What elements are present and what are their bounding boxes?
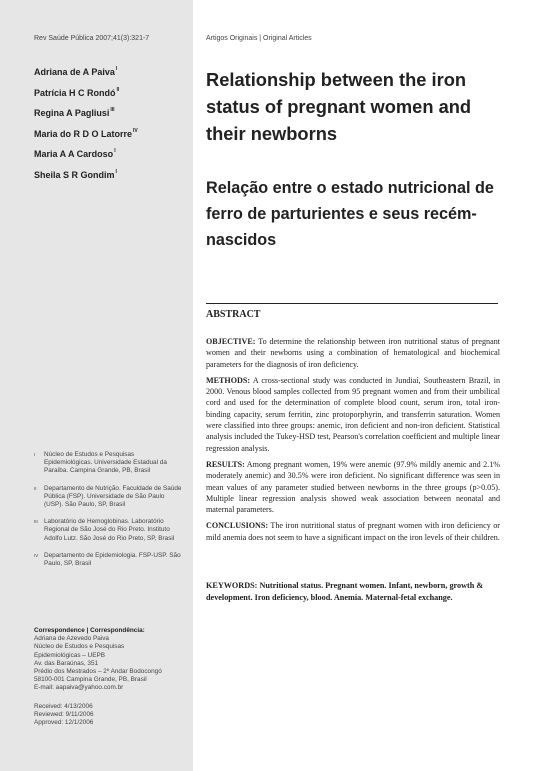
correspondence-block (34, 627, 184, 693)
author-name: Regina A Pagliusi$^{III}$ (34, 107, 115, 118)
keywords: KEYWORDS: Nutritional status. Pregnant women. Infant, newborn, growth & development. Iron deficiency, blood. Anemia. Maternal-fetal exchange. (206, 581, 484, 602)
correspondence-line: Adriana de Azevedo Paiva (34, 635, 109, 643)
affiliation: II Departamento de Nutrição. Faculdade de Saúde Pública (FSP). Universidade de São Paulo (USP). São Paulo, SP, Brasil (34, 484, 182, 509)
article-title-portuguese: Relação entre o estado nutricional de ferro de parturientes e seus recém-nascidos (206, 179, 494, 249)
affiliation: III Laboratório de Hemoglobinas. Laboratório Regional de São José do Rio Preto. Instituto Adolfo Lutz. São José do Rio Preto, SP, Brasil (34, 518, 175, 542)
author-name: Sheila S R Gondim$^I$ (34, 168, 117, 180)
abstract-divider (206, 303, 498, 304)
correspondence-email[interactable]: E-mail: aapaiva@yahoo.com.br (34, 684, 124, 692)
correspondence-heading: Correspondence | Correspondência: (34, 627, 145, 634)
abstract-methods: METHODS: A cross-sectional study was conducted in Jundiaí, Southeastern Brazil, in 2000. Venous blood samples collected from 95 pregnant women and from their umbilical cord and used for the determination of complete blood count, serum iron, total iron-binding capacity, serum ferritin, zinc protoporphyrin, and transferrin saturation. Women were classified into three groups: anemic, iron deficient and non-iron deficient. Statistical analysis included the Tukey-HSD test, Pearson's correlation coefficient and multiple linear regression analysis. (206, 375, 500, 453)
date-received: Received: 4/13/2006 (34, 703, 93, 710)
author-name: Adriana de A Paiva$^I$ (34, 66, 118, 77)
abstract-conclusions: CONCLUSIONS: The iron nutritional status of pregnant women with iron deficiency or mild anemia does not seem to have a significant impact on the iron levels of their children. (206, 521, 500, 542)
author-name: Patrícia H C Rondó$^{II}$ (34, 86, 120, 98)
abstract-heading: ABSTRACT (206, 309, 261, 320)
affiliation: IV Departamento de Epidemiologia. FSP-USP. São Paulo, SP, Brasil (34, 551, 181, 568)
correspondence-line: Núcleo de Estudos e Pesquisas (34, 643, 125, 651)
dates-block (34, 703, 94, 728)
affiliation: I Núcleo de Estudos e Pesquisas Epidemiológicas. Universidade Estadual da Paraíba. Campina Grande, PB, Brasil (34, 451, 167, 475)
journal-reference: Rev Saúde Pública 2007;41(3):321-7 (34, 35, 150, 42)
date-reviewed: Reviewed: 9/11/2006 (34, 711, 94, 719)
date-approved: Approved: 12/1/2006 (34, 719, 94, 727)
correspondence-line: 58100-001 Campina Grande, PB, Brasil (34, 676, 147, 684)
correspondence-line: Av. das Baraúnas, 351 (34, 659, 99, 667)
affiliation-list (34, 451, 184, 577)
section-label: Artigos Originais | Original Articles (206, 35, 312, 42)
correspondence-line: Epidemiológicas – UEPB (34, 651, 106, 659)
abstract-objective: OBJECTIVE: To determine the relationship between iron nutritional status of pregnant women and their newborns using a combination of hematological and biochemical parameters for the diagnosis of iron deficiency. (206, 337, 500, 369)
author-name: Maria do R D O Latorre$^{IV}$ (34, 127, 138, 139)
abstract-results: RESULTS: Among pregnant women, 19% were anemic (97.9% mildly anemic and 2.1% moderately anemic) and 30.5% were iron deficient. No significant difference was seen in mean values of any parameter studied between newborns in the three groups (p>0.05). Multiple linear regression analysis showed weak association between neonatal and maternal parameters. (206, 459, 500, 515)
author-list (34, 67, 138, 190)
article-title-english: Relationship between the iron status of pregnant women and their newborns (206, 69, 472, 144)
abstract-body (206, 336, 500, 548)
correspondence-line: Prédio dos Mestrados – 2º Andar Bodocongó (34, 668, 162, 676)
author-name: Maria A A Cardoso$^I$ (34, 148, 116, 159)
